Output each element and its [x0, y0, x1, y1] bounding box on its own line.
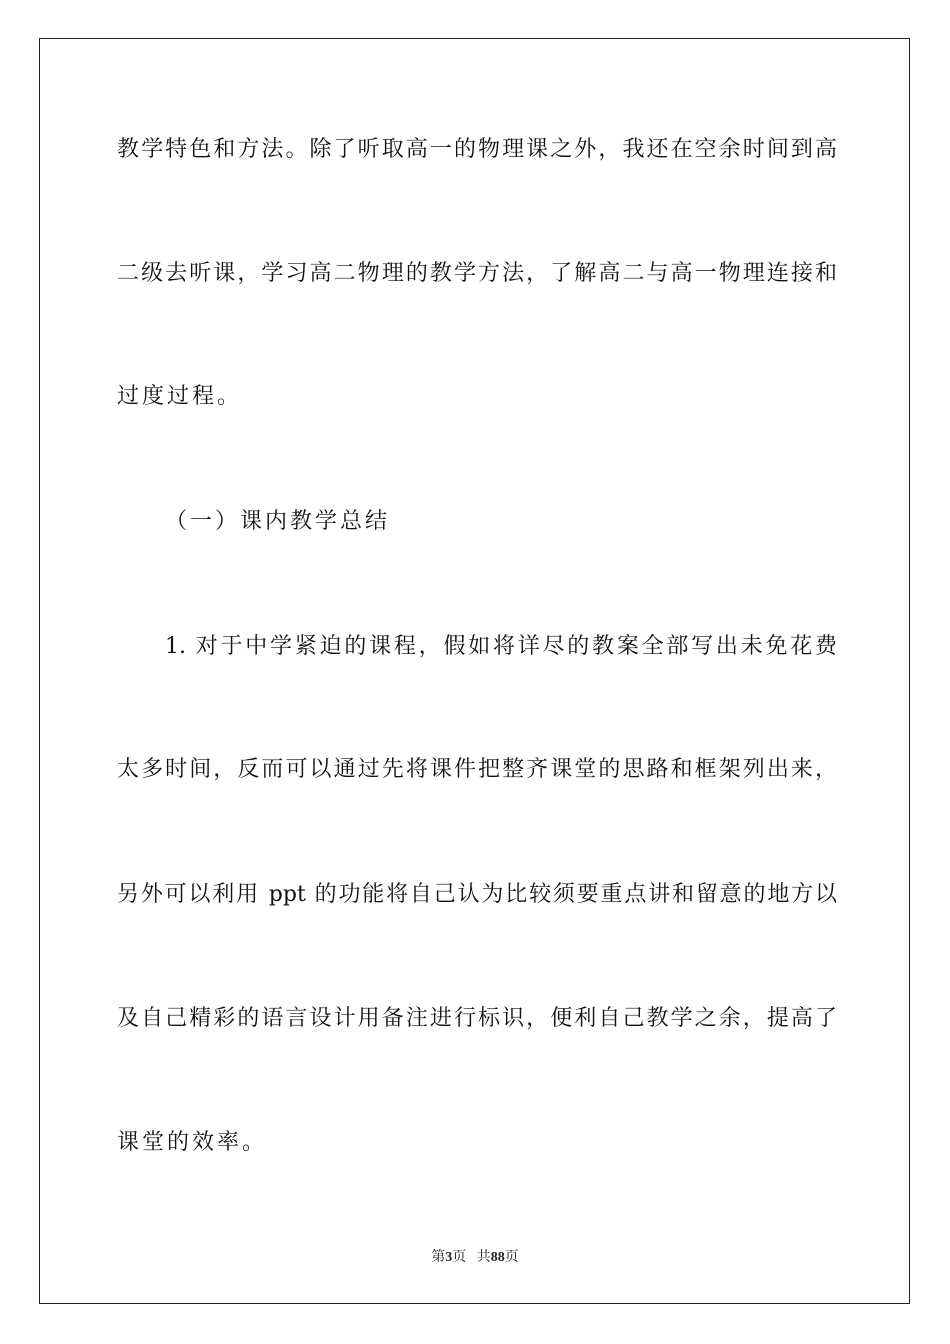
body-line-7: 另外可以利用 ppt 的功能将自己认为比较须要重点讲和留意的地方以 [117, 882, 837, 907]
page-footer [0, 1248, 950, 1268]
body-line-1: 教学特色和方法。除了听取高一的物理课之外，我还在空余时间到高 [117, 137, 837, 162]
body-line-5: 1. 对于中学紧迫的课程，假如将详尽的教案全部写出未免花费 [165, 634, 837, 659]
body-line-2: 二级去听课，学习高二物理的教学方法，了解高二与高一物理连接和 [117, 261, 837, 286]
body-line-9: 课堂的效率。 [117, 1130, 268, 1155]
body-line-6: 太多时间，反而可以通过先将课件把整齐课堂的思路和框架列出来， [117, 757, 837, 782]
page-border [39, 38, 910, 1304]
footer-total-prefix: 共 [476, 1250, 491, 1265]
footer-page-number: 3 [445, 1250, 453, 1265]
footer-page-prefix: 第 [431, 1250, 446, 1265]
body-line-8: 及自己精彩的语言设计用备注进行标识，便利自己教学之余，提高了 [117, 1006, 837, 1031]
footer-page-suffix: 页 [452, 1250, 467, 1265]
section-heading: （一）课内教学总结 [165, 509, 391, 534]
body-line-3: 过度过程。 [117, 384, 243, 409]
footer-total-pages: 88 [490, 1250, 505, 1265]
footer-total-suffix: 页 [504, 1250, 519, 1265]
